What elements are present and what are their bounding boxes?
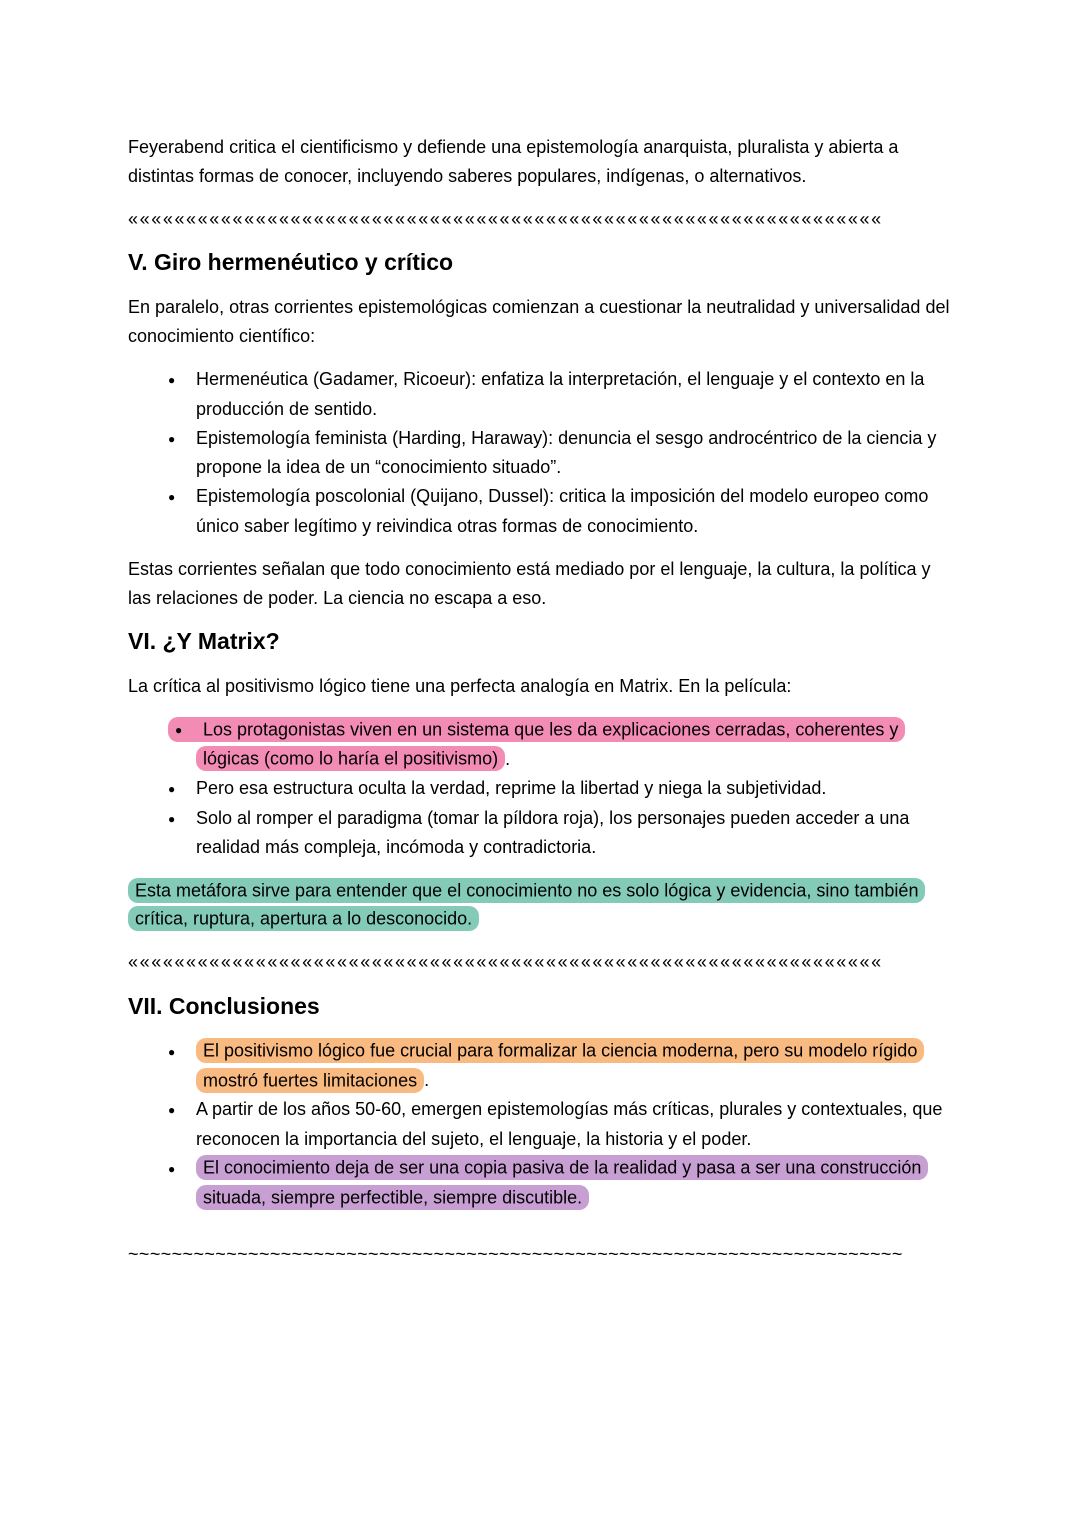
bullet-text: Solo al romper el paradigma (tomar la píldora roja), los personajes pueden acceder a una realidad más compleja, incómoda y contradictoria. xyxy=(196,807,910,858)
bullet-text-tail: . xyxy=(424,1070,430,1091)
highlight-teal: Esta metáfora sirve para entender que el conocimiento no es solo lógica y evidencia, sino también crítica, ruptura, apertura a lo desconocido. xyxy=(128,878,925,932)
highlight-orange: El positivismo lógico fue crucial para formalizar la ciencia moderna, pero su modelo rígido mostró fuertes limitaciones xyxy=(196,1038,924,1093)
bullet-item-highlighted xyxy=(168,715,950,774)
bullet-marker: ● xyxy=(175,723,183,738)
bullet-marker: ● xyxy=(168,1103,176,1118)
bullet-text: A partir de los años 50-60, emergen epistemologías más críticas, plurales y contextuales, que reconocen la importancia del sujeto, el lenguaje, la historia y el poder. xyxy=(196,1099,943,1149)
bullet-marker: ● xyxy=(168,1044,176,1059)
bullet-text: Hermenéutica (Gadamer, Ricoeur): enfatiza la interpretación, el lenguaje y el contexto en la producción de sentido. xyxy=(196,368,925,419)
section-vi-bullet-list xyxy=(128,715,950,862)
bullet-item xyxy=(168,482,950,541)
bullet-text: Epistemología poscolonial (Quijano, Dussel): critica la imposición del modelo europeo como único saber legítimo y reivindica otras formas de conocimiento. xyxy=(196,486,929,536)
bullet-marker: ● xyxy=(168,431,176,446)
bullet-item xyxy=(168,774,950,804)
section-vii-heading: VII. Conclusiones xyxy=(128,992,320,1019)
intro-paragraph: Feyerabend critica el cientificismo y defiende una epistemología anarquista, pluralista y abierta a distintas formas de conocer, incluyendo saberes populares, indígenas, o alternativos. xyxy=(128,137,899,186)
bullet-marker: ● xyxy=(168,781,176,796)
section-vi-heading: VI. ¿Y Matrix? xyxy=(128,628,280,655)
highlight-pink xyxy=(168,717,905,772)
bullet-item xyxy=(168,365,950,424)
bullet-marker: ● xyxy=(168,1161,176,1176)
guillemet-separator: ««««««««««««««««««««««««««««««««««««««««««««««««««««««««««««««««« xyxy=(128,951,883,972)
bullet-item-highlighted xyxy=(168,1037,950,1096)
bullet-marker: ● xyxy=(168,811,176,826)
bullet-text: Los protagonistas viven en un sistema que les da explicaciones cerradas, coherentes y lógicas (como lo haría el positivismo) xyxy=(203,719,899,769)
bullet-text: Epistemología feminista (Harding, Haraway): denuncia el sesgo androcéntrico de la ciencia y propone la idea de un “conocimiento situado”. xyxy=(196,427,937,478)
bullet-item xyxy=(168,1095,950,1154)
bullet-marker: ● xyxy=(168,372,176,387)
section-vi-closing xyxy=(128,876,950,934)
bullet-item-highlighted xyxy=(168,1154,950,1213)
guillemet-separator: ««««««««««««««««««««««««««««««««««««««««««««««««««««««««««««««««« xyxy=(128,208,883,229)
bullet-item xyxy=(168,424,950,483)
section-v-closing: Estas corrientes señalan que todo conocimiento está mediado por el lenguaje, la cultura, la política y las relaciones de poder. La ciencia no escapa a eso. xyxy=(128,558,931,608)
section-v-heading: V. Giro hermenéutico y crítico xyxy=(128,249,454,276)
section-vi-lead: La crítica al positivismo lógico tiene una perfecta analogía en Matrix. En la película: xyxy=(128,676,792,697)
bullet-text-tail: . xyxy=(505,748,511,769)
section-vii-bullet-list xyxy=(128,1037,950,1213)
bullet-marker: ● xyxy=(168,490,176,505)
bullet-item xyxy=(168,804,950,863)
section-v-bullet-list xyxy=(128,365,950,541)
highlight-purple: El conocimiento deja de ser una copia pasiva de la realidad y pasa a ser una construcción situada, siempre perfectible, siempre discutible. xyxy=(196,1155,928,1210)
bullet-text: Pero esa estructura oculta la verdad, reprime la libertad y niega la subjetividad. xyxy=(196,777,827,798)
section-v-lead: En paralelo, otras corrientes epistemológicas comienzan a cuestionar la neutralidad y universalidad del conocimiento científico: xyxy=(128,297,950,347)
tilde-separator: ~~~~~~~~~~~~~~~~~~~~~~~~~~~~~~~~~~~~~~~~~~~~~~~~~~~~~~~~~~~~~~~~~~~~~~~ xyxy=(128,1244,903,1265)
